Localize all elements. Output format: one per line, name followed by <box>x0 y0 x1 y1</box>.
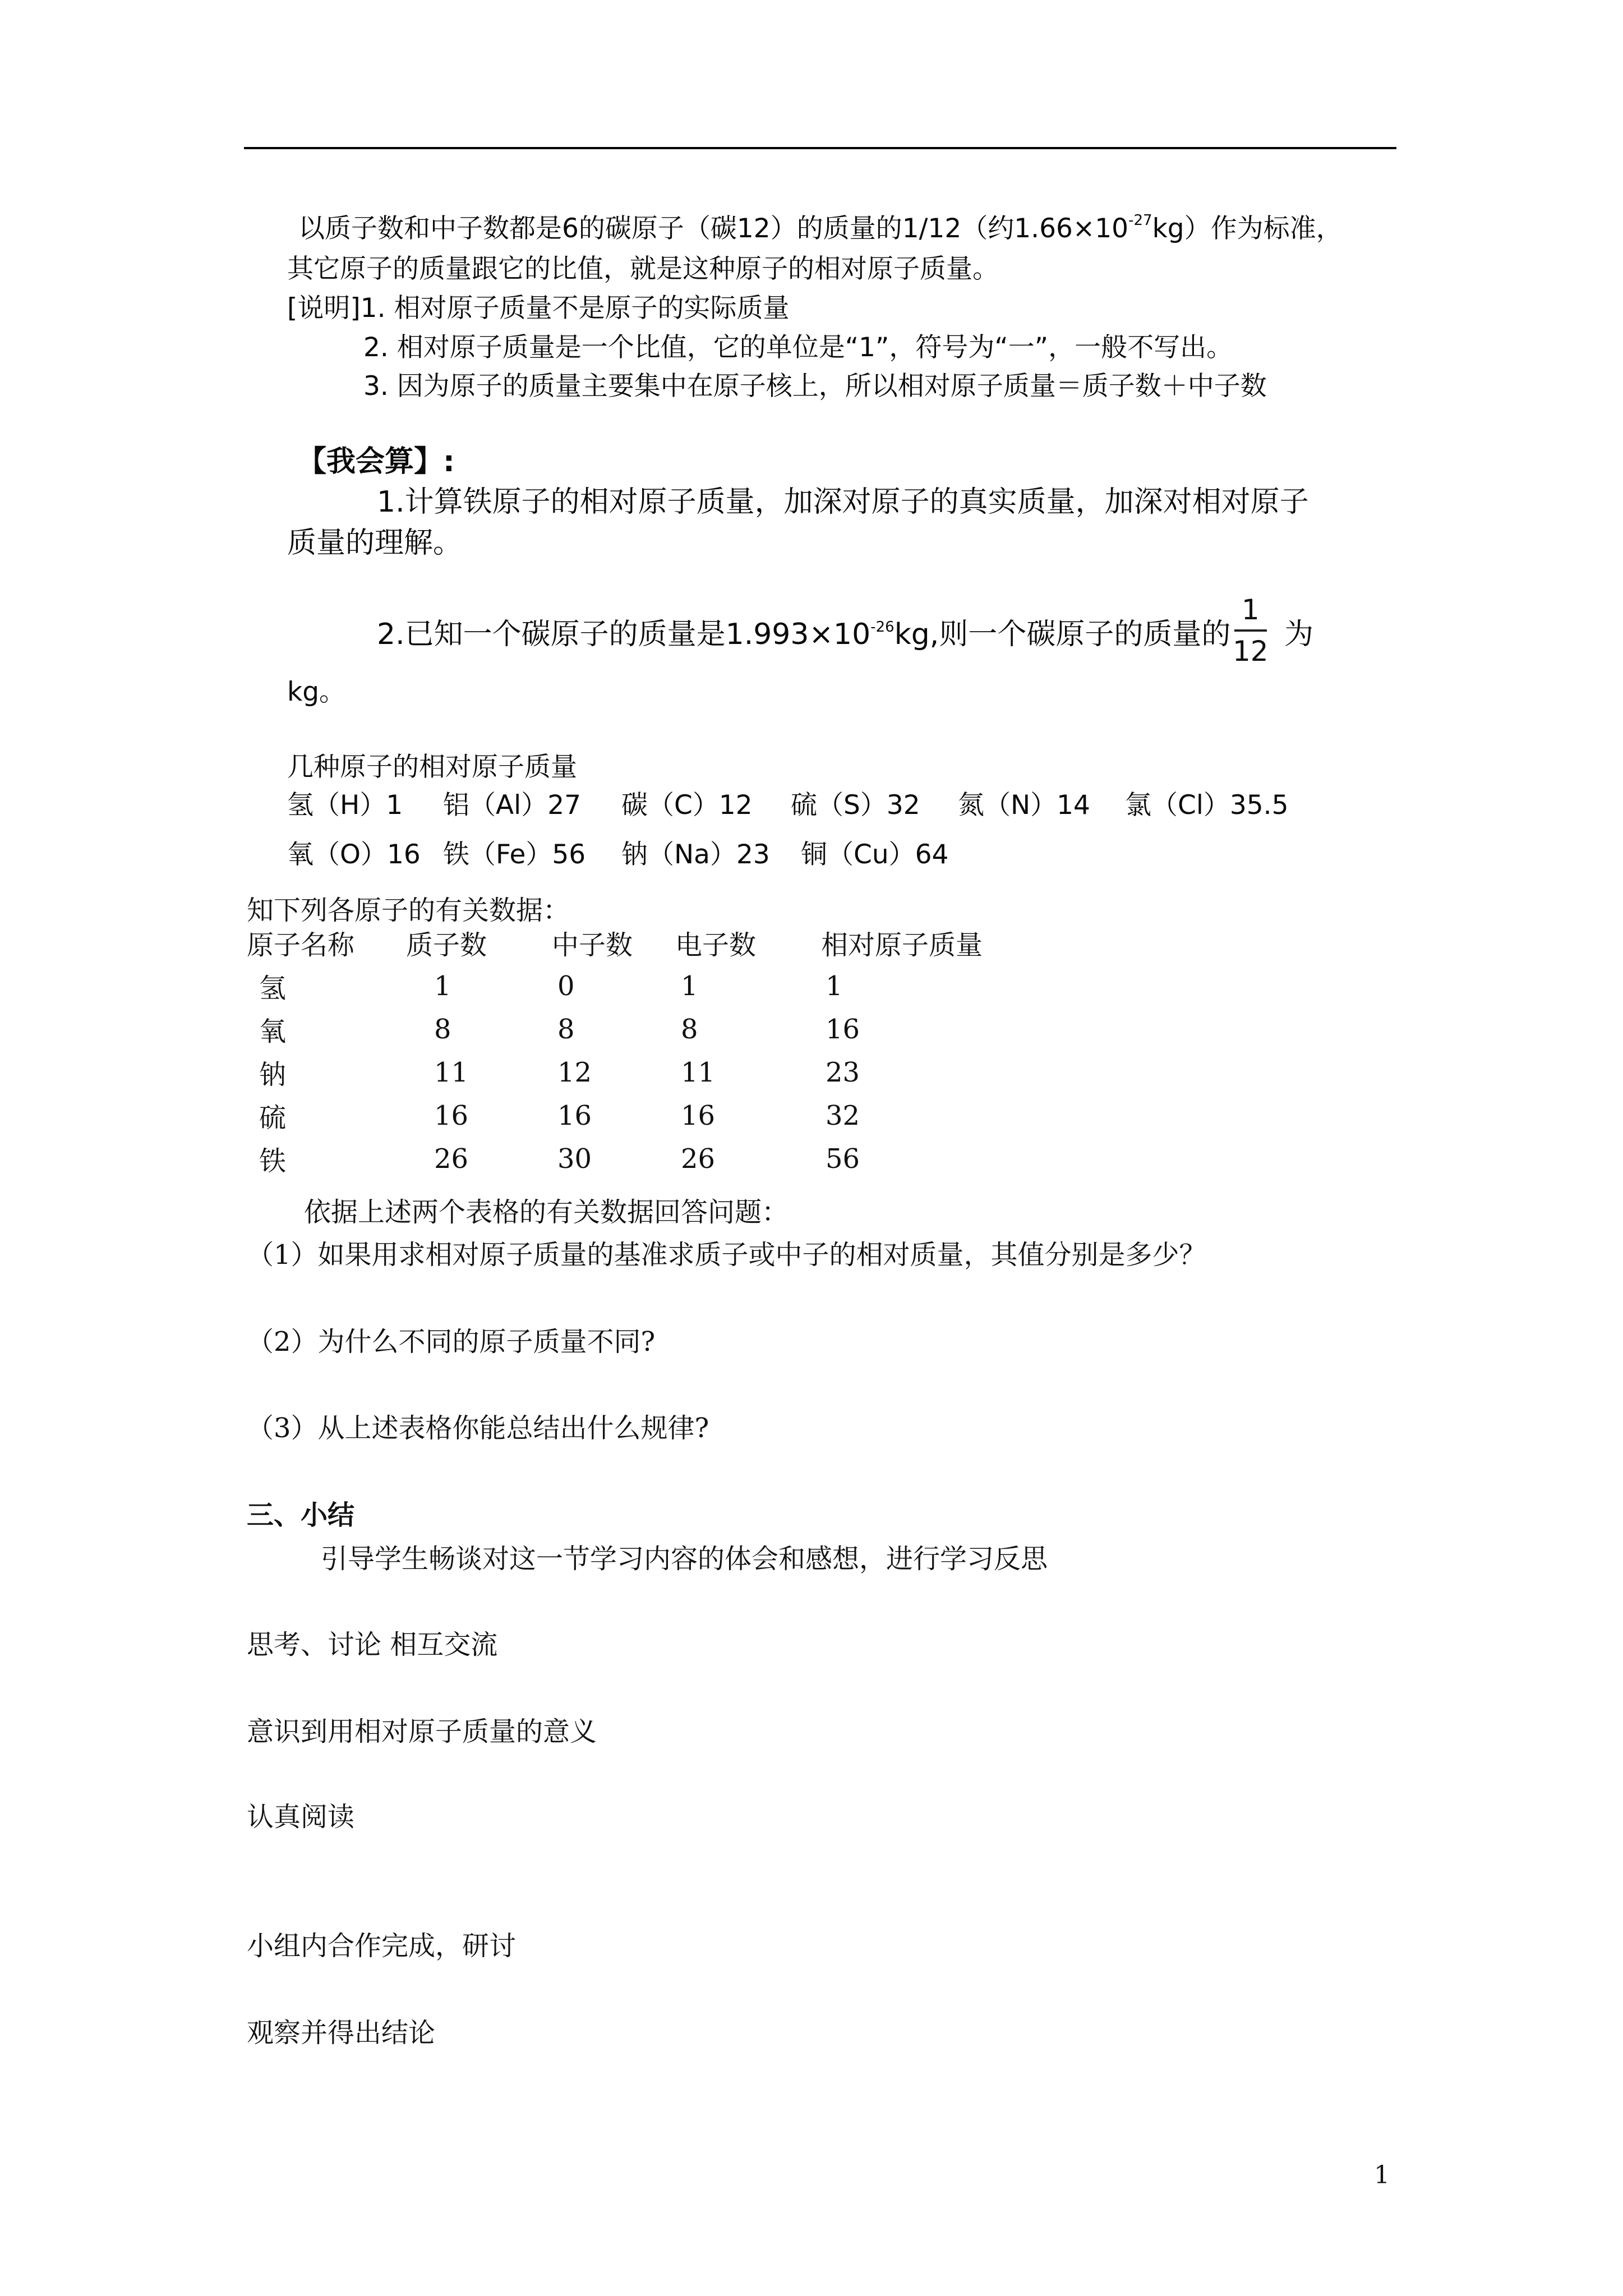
summary-heading: 三、小结 <box>247 1499 355 1531</box>
table-row <box>247 1051 1050 1094</box>
fraction-denominator: 12 <box>1233 635 1269 668</box>
table-cell: 8 <box>681 1013 698 1045</box>
fraction-one-twelfth <box>1233 593 1269 668</box>
page-number: 1 <box>1374 2161 1390 2189</box>
question-1: （1）如果用求相对原子质量的基准求质子或中子的相对质量，其值分别是多少？ <box>247 1239 1206 1271</box>
fraction-numerator: 1 <box>1241 593 1260 626</box>
table-cell: 1 <box>681 970 698 1002</box>
activity-item: 小组内合作完成，研讨 <box>247 1930 517 1962</box>
calc-heading: 【我会算】: <box>297 445 455 478</box>
mass-item: 碳（C）12 <box>621 790 753 821</box>
table-cell: 26 <box>681 1143 716 1175</box>
table-header-cell: 相对原子质量 <box>821 930 983 961</box>
mass-item: 硫（S）32 <box>791 790 920 821</box>
table-cell: 0 <box>557 970 575 1002</box>
mass-item: 铜（Cu）64 <box>801 839 949 870</box>
table-cell: 56 <box>826 1143 860 1175</box>
table-cell: 1 <box>826 970 843 1002</box>
table-intro: 知下列各原子的有关数据： <box>247 895 570 926</box>
table-cell: 硫 <box>259 1102 287 1134</box>
mass-item: 氧（O）16 <box>287 839 421 870</box>
table-cell: 8 <box>557 1013 575 1045</box>
table-cell: 11 <box>681 1056 716 1088</box>
mass-item: 氮（N）14 <box>958 790 1090 821</box>
mass-item: 氢（H）1 <box>287 790 403 821</box>
table-cell: 氢 <box>259 973 287 1004</box>
table-cell: 16 <box>826 1013 860 1045</box>
question-2: （2）为什么不同的原子质量不同? <box>247 1326 656 1358</box>
calc-q1-line-2: 质量的理解。 <box>287 526 463 560</box>
table-cell: 30 <box>557 1143 592 1175</box>
mass-item: 钠（Na）23 <box>621 839 770 870</box>
table-cell: 16 <box>557 1099 592 1131</box>
activity-item: 认真阅读 <box>247 1801 355 1833</box>
activity-item: 思考、讨论 相互交流 <box>247 1629 498 1660</box>
calc-q2: 2.已知一个碳原子的质量是$1.993\times 10^{-26}kg$,则一个碳原子的质量的 <box>377 618 1231 651</box>
note-2: 2. 相对原子质量是一个比值，它的单位是“1”，符号为“一”，一般不写出。 <box>363 332 1233 363</box>
definition-line-2: 其它原子的质量跟它的比值，就是这种原子的相对原子质量。 <box>287 254 999 284</box>
table-header-cell: 原子名称 <box>247 930 355 961</box>
table-row <box>247 1137 1050 1180</box>
table-cell: 1 <box>434 970 451 1002</box>
mass-item: 铁（Fe）56 <box>443 839 586 870</box>
table-cell: 26 <box>434 1143 469 1175</box>
table-cell: 23 <box>826 1056 860 1088</box>
table-row <box>247 1007 1050 1051</box>
fraction-bar <box>1234 629 1267 632</box>
definition-line-1: 以质子数和中子数都是6的碳原子（碳12）的质量的1/12（约$1.66\times 10^{-27}kg$）作为标准， <box>298 212 1343 244</box>
summary-text: 引导学生畅谈对这一节学习内容的体会和感想，进行学习反思 <box>321 1543 1048 1575</box>
table-header-row <box>247 921 1050 964</box>
table-header-cell: 电子数 <box>675 930 757 961</box>
mass-item: 氯（Cl）35.5 <box>1125 790 1289 821</box>
mass-item: 铝（Al）27 <box>443 790 582 821</box>
table-cell: 钠 <box>259 1059 287 1091</box>
question-3: （3）从上述表格你能总结出什么规律? <box>247 1412 709 1444</box>
table-row <box>247 964 1050 1007</box>
note-3: 3. 因为原子的质量主要集中在原子核上，所以相对原子质量＝质子数＋中子数 <box>363 371 1267 402</box>
table-cell: 16 <box>681 1099 716 1131</box>
table-cell: 氧 <box>259 1016 287 1047</box>
atom-data-table <box>247 921 1050 1180</box>
table-header-cell: 中子数 <box>552 930 633 961</box>
table-row <box>247 1094 1050 1137</box>
calc-q1-line-1: 1.计算铁原子的相对原子质量，加深对原子的真实质量，加深对相对原子 <box>377 485 1309 519</box>
activity-item: 观察并得出结论 <box>247 2017 436 2049</box>
questions-intro: 依据上述两个表格的有关数据回答问题： <box>304 1197 789 1228</box>
activity-item: 意识到用相对原子质量的意义 <box>247 1716 597 1747</box>
table-cell: 32 <box>826 1099 860 1131</box>
calc-q2-tail: kg。 <box>287 677 346 707</box>
table-cell: 16 <box>434 1099 469 1131</box>
table-cell: 铁 <box>259 1145 287 1177</box>
calc-q2-end: 为 <box>1284 618 1314 651</box>
mass-list-title: 几种原子的相对原子质量 <box>287 752 577 783</box>
table-cell: 11 <box>434 1056 469 1088</box>
table-cell: 12 <box>557 1056 592 1088</box>
header-rule <box>244 147 1396 149</box>
table-header-cell: 质子数 <box>406 930 487 961</box>
table-cell: 8 <box>434 1013 451 1045</box>
note-1: [说明]1. 相对原子质量不是原子的实际质量 <box>287 293 790 324</box>
